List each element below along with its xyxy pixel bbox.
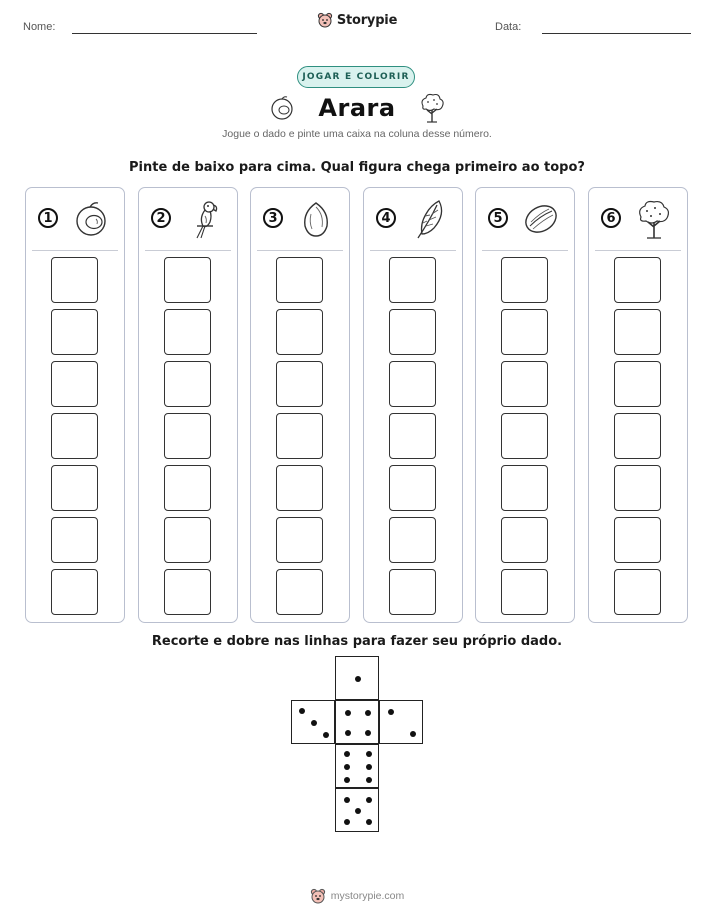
plum-icon	[70, 198, 112, 240]
instruction-top: Pinte de baixo para cima. Qual figura chega primeiro ao topo?	[129, 160, 585, 175]
column-divider	[145, 250, 231, 251]
color-column	[475, 187, 575, 623]
column-header	[139, 188, 237, 250]
title-row	[0, 92, 714, 124]
color-box[interactable]	[276, 465, 323, 511]
die-pip	[366, 819, 372, 825]
column-header	[476, 188, 574, 250]
instruction-bottom: Recorte e dobre nas linhas para fazer seu próprio dado.	[151, 634, 563, 649]
color-box[interactable]	[614, 465, 661, 511]
column-number: 6	[601, 208, 621, 228]
color-box[interactable]	[51, 517, 98, 563]
color-box[interactable]	[276, 569, 323, 615]
die-pip	[344, 819, 350, 825]
tree-icon	[418, 92, 446, 124]
subtitle: Jogue o dado e pinte uma caixa na coluna desse número.	[222, 128, 492, 140]
die-pip	[366, 777, 372, 783]
color-box[interactable]	[389, 465, 436, 511]
color-box[interactable]	[389, 309, 436, 355]
color-box[interactable]	[389, 569, 436, 615]
name-line	[72, 33, 257, 34]
color-box[interactable]	[614, 517, 661, 563]
color-box[interactable]	[501, 569, 548, 615]
color-box[interactable]	[276, 309, 323, 355]
die-pip	[344, 751, 350, 757]
die-pip	[410, 731, 416, 737]
color-box[interactable]	[501, 257, 548, 303]
column-divider	[257, 250, 343, 251]
color-box[interactable]	[164, 569, 211, 615]
color-box[interactable]	[614, 309, 661, 355]
column-number: 2	[151, 208, 171, 228]
color-box[interactable]	[164, 465, 211, 511]
column-divider	[482, 250, 568, 251]
color-box[interactable]	[51, 569, 98, 615]
brand-logo	[0, 12, 714, 28]
color-box[interactable]	[501, 309, 548, 355]
feather-icon	[408, 198, 450, 240]
die-pip	[344, 777, 350, 783]
die-pip	[345, 730, 351, 736]
color-box[interactable]	[51, 413, 98, 459]
color-box[interactable]	[51, 309, 98, 355]
column-number: 3	[263, 208, 283, 228]
column-header	[26, 188, 124, 250]
color-box[interactable]	[614, 361, 661, 407]
die-face-1	[335, 656, 379, 700]
color-box[interactable]	[389, 361, 436, 407]
die-pip	[311, 720, 317, 726]
color-box[interactable]	[501, 361, 548, 407]
die-pip	[355, 808, 361, 814]
die-pip	[323, 732, 329, 738]
column-number: 4	[376, 208, 396, 228]
column-divider	[595, 250, 681, 251]
page-title: Arara	[318, 94, 396, 122]
column-number: 5	[488, 208, 508, 228]
color-box[interactable]	[276, 517, 323, 563]
almond-icon	[295, 198, 337, 240]
bear-logo-icon	[317, 12, 333, 28]
color-box[interactable]	[51, 361, 98, 407]
color-box[interactable]	[51, 257, 98, 303]
column-header	[589, 188, 687, 250]
column-number: 1	[38, 208, 58, 228]
color-box[interactable]	[276, 413, 323, 459]
die-pip	[299, 708, 305, 714]
color-column	[363, 187, 463, 623]
activity-badge: JOGAR E COLORIR	[297, 66, 415, 88]
color-box[interactable]	[501, 465, 548, 511]
die-pip	[344, 764, 350, 770]
color-box[interactable]	[389, 257, 436, 303]
color-box[interactable]	[164, 309, 211, 355]
die-pip	[355, 676, 361, 682]
column-header	[364, 188, 462, 250]
column-divider	[32, 250, 118, 251]
color-box[interactable]	[51, 465, 98, 511]
color-box[interactable]	[501, 413, 548, 459]
parrot-icon	[183, 198, 225, 240]
color-column	[138, 187, 238, 623]
die-pip	[365, 730, 371, 736]
die-pip	[366, 764, 372, 770]
die-pip	[345, 710, 351, 716]
color-box[interactable]	[164, 517, 211, 563]
color-column	[588, 187, 688, 623]
tree-icon	[633, 198, 675, 240]
date-line	[542, 33, 691, 34]
color-box[interactable]	[276, 257, 323, 303]
color-box[interactable]	[164, 257, 211, 303]
column-divider	[370, 250, 456, 251]
die-face-2	[379, 700, 423, 744]
brand-name: Storypie	[336, 12, 398, 28]
footer-url: mystorypie.com	[330, 890, 405, 902]
die-face-4	[335, 700, 379, 744]
color-box[interactable]	[276, 361, 323, 407]
color-box[interactable]	[164, 413, 211, 459]
seed-icon	[520, 198, 562, 240]
die-pip	[388, 709, 394, 715]
color-box[interactable]	[164, 361, 211, 407]
color-box[interactable]	[501, 517, 548, 563]
plum-icon	[268, 94, 296, 122]
color-box[interactable]	[389, 413, 436, 459]
die-pip	[366, 797, 372, 803]
die-pip	[344, 797, 350, 803]
die-face-3	[291, 700, 335, 744]
die-face-6	[335, 744, 379, 788]
color-column	[250, 187, 350, 623]
die-pip	[365, 710, 371, 716]
column-header	[251, 188, 349, 250]
color-box[interactable]	[389, 517, 436, 563]
color-box[interactable]	[614, 257, 661, 303]
color-box[interactable]	[614, 413, 661, 459]
color-column	[25, 187, 125, 623]
die-face-5	[335, 788, 379, 832]
date-label: Data:	[495, 21, 522, 33]
color-box[interactable]	[614, 569, 661, 615]
footer	[0, 888, 714, 904]
die-pip	[366, 751, 372, 757]
bear-logo-icon	[310, 888, 326, 904]
name-label: Nome:	[23, 21, 56, 33]
